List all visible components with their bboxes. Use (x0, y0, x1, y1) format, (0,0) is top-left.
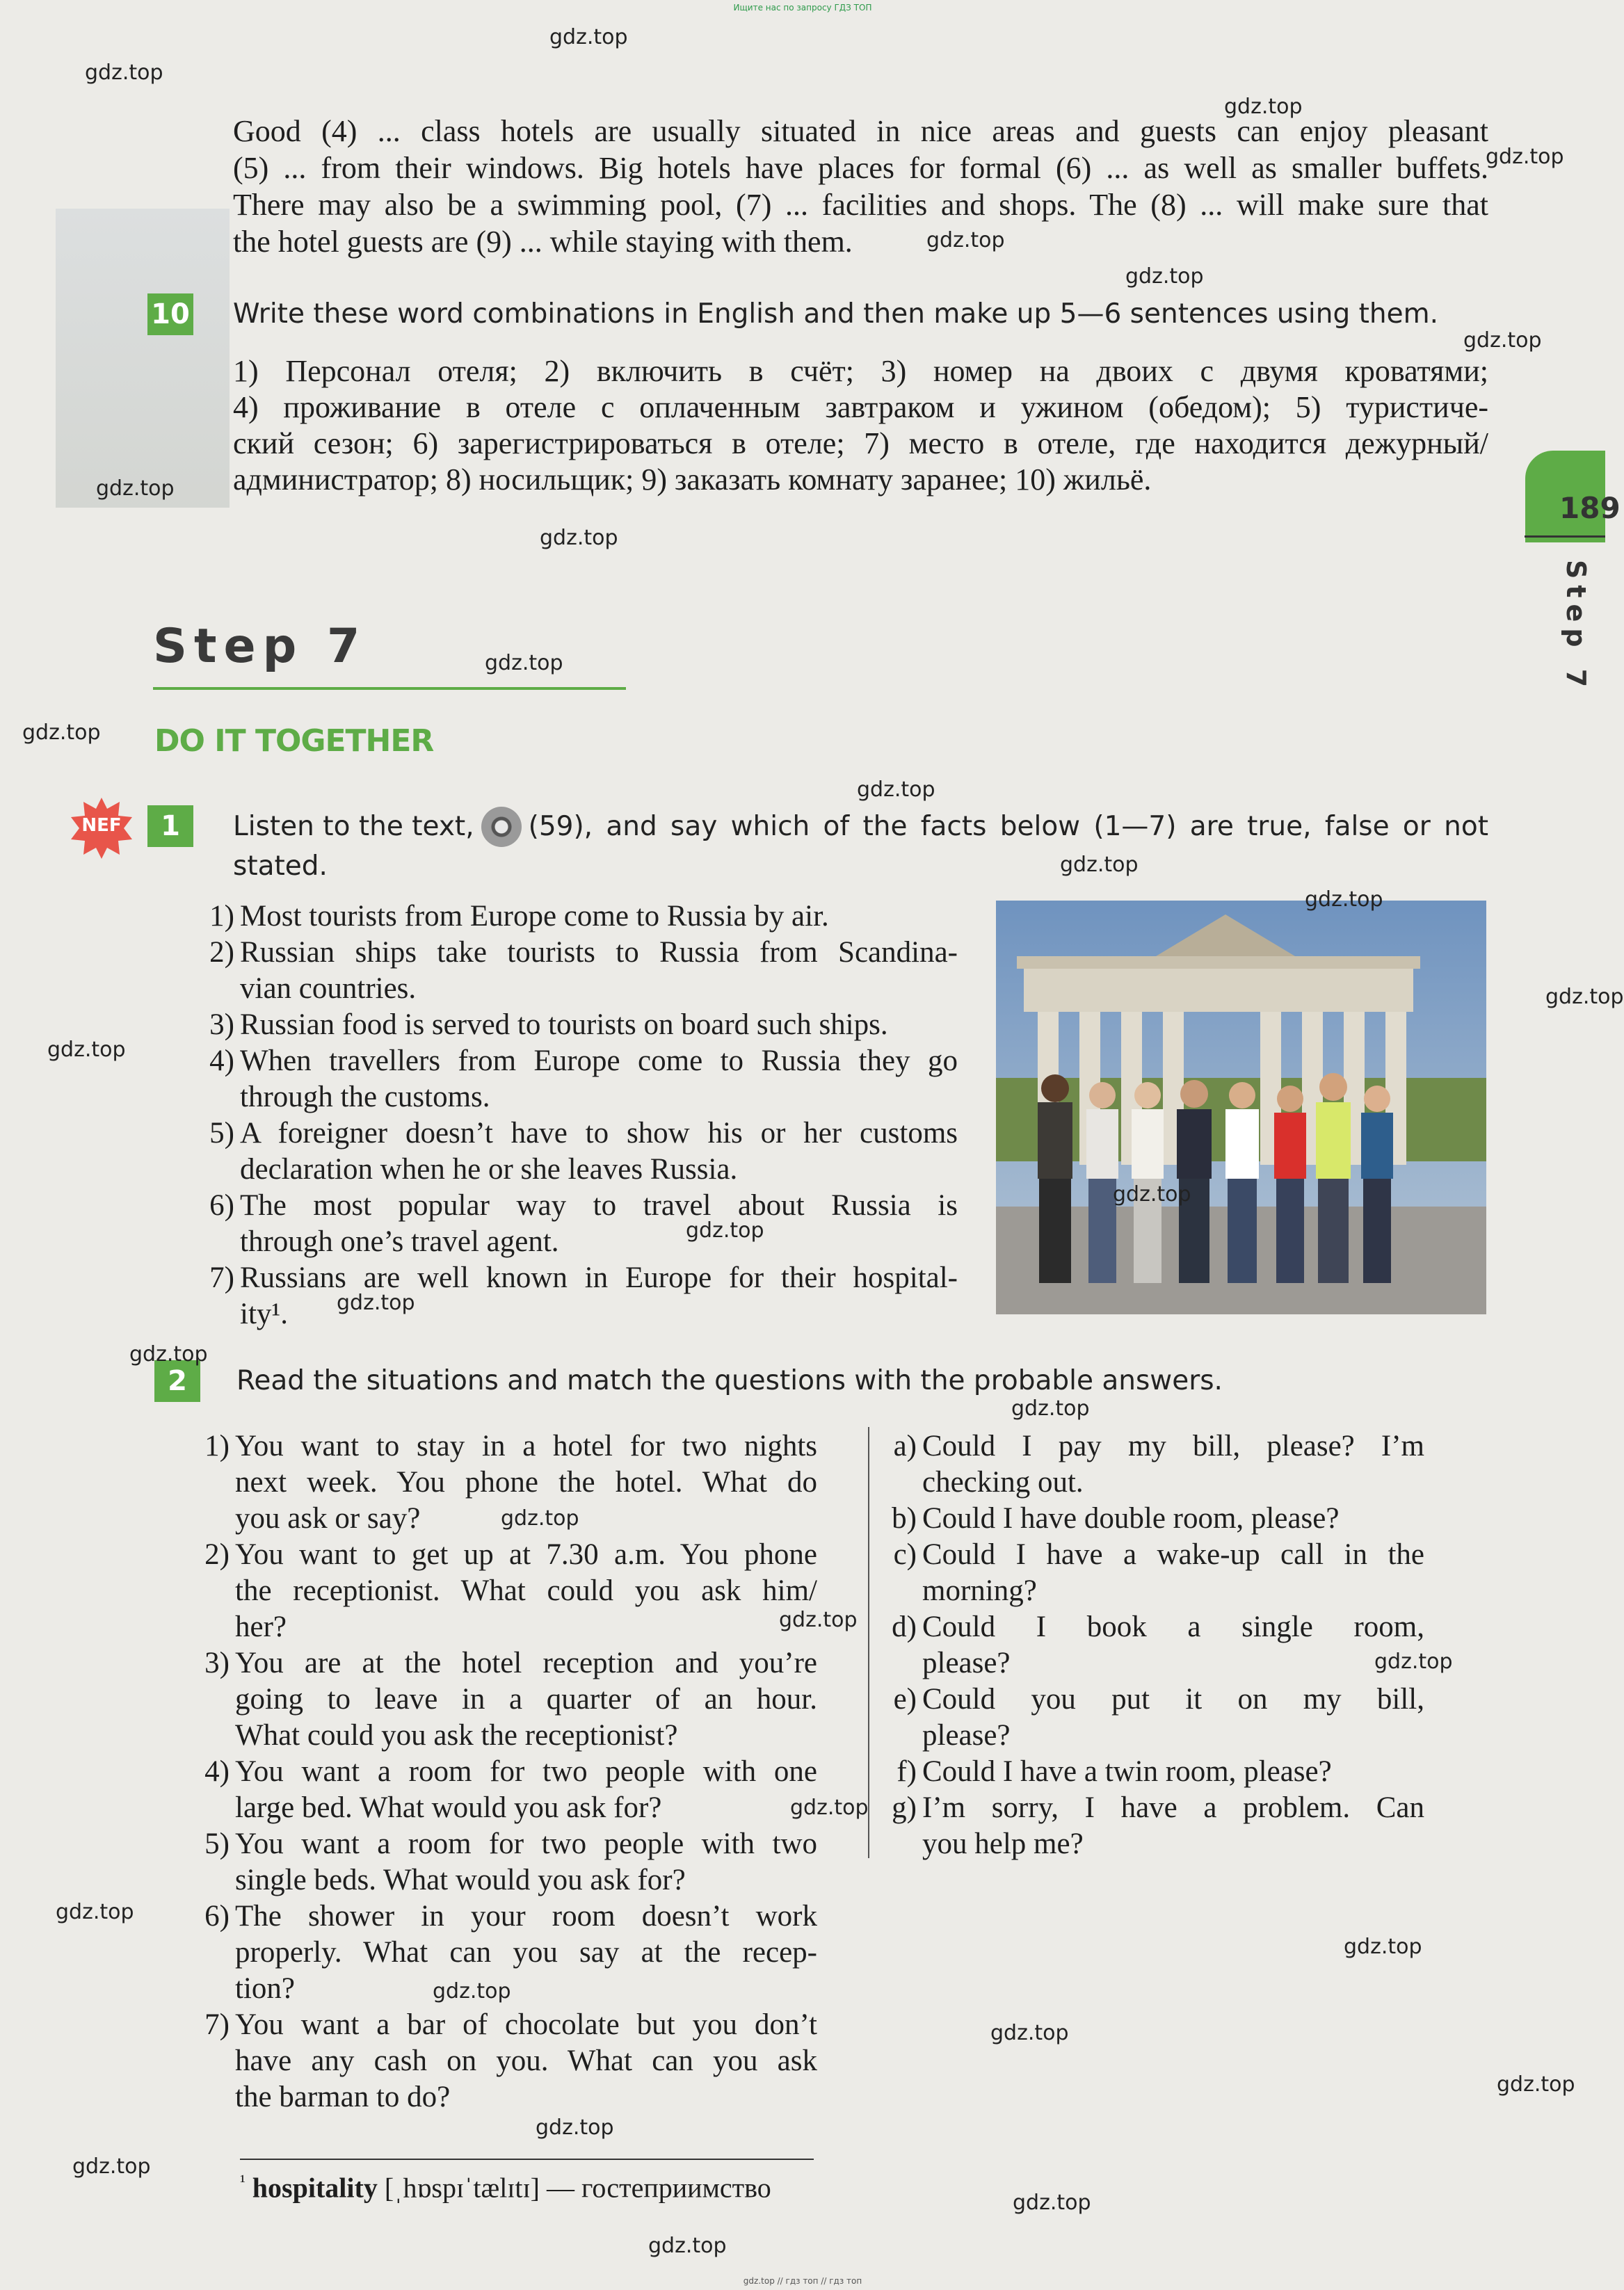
watermark: gdz.top (1125, 264, 1204, 289)
task-1-number: 1 (147, 805, 193, 847)
watermark: gdz.top (1060, 853, 1139, 877)
section-heading: DO IT TOGETHER (154, 723, 434, 759)
watermark: gdz.top (790, 1796, 869, 1820)
item-text: Russian food is served to tourists on board such ships. (240, 1008, 888, 1041)
watermark: gdz.top (129, 1342, 208, 1366)
list-item: a) Could I pay my bill, please? I’m checking out. (893, 1430, 1424, 1499)
watermark: gdz.top (72, 2154, 151, 2179)
watermark: gdz.top (1374, 1650, 1453, 1674)
intro-line: (5) ... from their windows. Big hotels have places for formal (6) ... as well as smaller buffets. (233, 151, 1488, 185)
task-1-instruction-part1: Listen to the text, (233, 811, 474, 842)
watermark: gdz.top (549, 25, 628, 49)
watermark: gdz.top (857, 777, 935, 802)
item-number: 6) (209, 1189, 234, 1222)
list-item: c) Could I have a wake-up call in the morning? (893, 1538, 1424, 1607)
footnote-rule (240, 2159, 814, 2160)
list-item (196, 898, 958, 935)
watermark: gdz.top (1463, 328, 1542, 353)
watermark: gdz.top (56, 1900, 134, 1924)
tourists-photo-illustration (996, 901, 1486, 1314)
task-10-russian-text (233, 353, 1488, 498)
list-item: 1) You want to stay in a hotel for two nights next week. You phone the hotel. What do you ask or say? (204, 1430, 817, 1535)
watermark: gdz.top (22, 720, 101, 745)
task-1-instruction-part2: (59), and say which of the facts below (1—7) are true, false or not (528, 811, 1488, 842)
footnote-term: hospitality (252, 2172, 378, 2204)
list-item: 5) You want a room for two people with two single beds. What would you ask for? (204, 1828, 817, 1896)
cd-icon (481, 807, 522, 847)
item-text: Russians are well known in Europe for their hospital- ity¹. (240, 1261, 958, 1330)
item-text: When travellers from Europe come to Russia they go through the customs. (240, 1045, 958, 1113)
list-item: 4) You want a room for two people with one large bed. What would you ask for? (204, 1755, 817, 1824)
watermark: gdz.top (1497, 2072, 1575, 2097)
list-item (196, 1260, 958, 1332)
item-number: 5) (209, 1117, 234, 1150)
list-item (196, 1043, 958, 1115)
footnote-mark: ¹ (240, 2171, 246, 2191)
watermark: gdz.top (96, 476, 175, 501)
watermark: gdz.top (433, 1979, 511, 2003)
top-banner: Ищите нас по запросу ГДЗ ТОП (733, 3, 872, 13)
watermark: gdz.top (1545, 985, 1624, 1009)
answers-list (882, 1428, 1424, 1862)
intro-line: There may also be a swimming pool, (7) ... facilities and shops. The (8) ... will make sure that (233, 188, 1488, 222)
nef-badge (70, 796, 134, 860)
item-number: 2) (209, 936, 234, 969)
list-item: d) Could I book a single room, please? (892, 1611, 1424, 1679)
item-text: A foreigner doesn’t have to show his or her customs declaration when he or she leaves Russia. (240, 1117, 958, 1186)
watermark: gdz.top (1113, 1182, 1191, 1207)
task-2-number: 2 (154, 1360, 200, 1402)
item-number: 3) (209, 1008, 234, 1041)
watermark: gdz.top (648, 2234, 727, 2258)
watermark: gdz.top (485, 651, 563, 675)
intro-line: Good (4) ... class hotels are usually situated in nice areas and guests can enjoy pleasant (233, 114, 1488, 148)
watermark: gdz.top (686, 1218, 764, 1243)
list-item: 7) You want a bar of chocolate but you don’t have any cash on you. What can you ask the barman to do? (204, 2008, 817, 2113)
list-item (196, 1188, 958, 1260)
intro-line: the hotel guests are (9) ... while staying with them. (233, 225, 853, 259)
step-underline (153, 687, 626, 690)
item-number: 4) (209, 1045, 234, 1077)
footnote-transcription: [ˌhɒspɪˈtælɪtɪ] (384, 2172, 540, 2204)
list-item (196, 935, 958, 1007)
left-faded-picture (56, 209, 230, 508)
list-item: f) Could I have a twin room, please? (897, 1755, 1332, 1788)
list-item: b) Could I have double room, please? (892, 1502, 1340, 1535)
task-1-instruction-line2: stated. (233, 850, 328, 882)
item-text: Most tourists from Europe come to Russia by air. (240, 900, 829, 933)
watermark: gdz.top (1224, 95, 1303, 119)
list-item (196, 1007, 958, 1043)
watermark: gdz.top (85, 61, 163, 85)
bottom-banner: gdz.top // гдз топ // гдз топ (743, 2276, 862, 2286)
task-10-instruction: Write these word combinations in English and then make up 5—6 sentences using them. (233, 298, 1439, 330)
task-10-line: 1) Персонал отеля; 2) включить в счёт; 3) номер на двоих с двумя кроватями; (233, 354, 1488, 388)
task-1-instruction (233, 807, 1488, 886)
nef-badge-label: NEF (81, 815, 122, 836)
watermark: gdz.top (540, 526, 618, 550)
item-text: Russian ships take tourists to Russia from Scandina- vian countries. (240, 936, 958, 1005)
watermark: gdz.top (1013, 2191, 1091, 2215)
watermark: gdz.top (1011, 1396, 1090, 1421)
situations-list (191, 1428, 817, 2115)
watermark: gdz.top (47, 1038, 126, 1062)
list-item: 2) You want to get up at 7.30 a.m. You phone the receptionist. What could you ask him/ her? (204, 1538, 817, 1643)
task-2-instruction: Read the situations and match the questions with the probable answers. (236, 1365, 1223, 1396)
list-item: e) Could you put it on my bill, please? (893, 1683, 1424, 1752)
watermark: gdz.top (501, 1506, 579, 1531)
task-1-list (196, 898, 958, 1332)
intro-paragraph (233, 113, 1488, 260)
task-10-number: 10 (147, 293, 193, 335)
footnote-definition: — гостеприимство (546, 2172, 771, 2204)
item-number: 1) (209, 900, 234, 933)
step-title: Step 7 (153, 619, 367, 674)
page-number: 189 (1559, 491, 1621, 525)
watermark: gdz.top (1344, 1935, 1422, 1959)
watermark: gdz.top (990, 2021, 1069, 2045)
task-10-line: администратор; 8) носильщик; 9) заказать комнату заранее; 10) жильё. (233, 462, 1152, 497)
column-divider (868, 1427, 869, 1858)
watermark: gdz.top (1305, 887, 1383, 912)
item-text: The most popular way to travel about Russia is through one’s travel agent. (240, 1189, 958, 1258)
watermark: gdz.top (926, 228, 1005, 252)
list-item (196, 1115, 958, 1188)
watermark: gdz.top (779, 1608, 858, 1632)
side-step-label: Step 7 (1561, 560, 1591, 694)
watermark: gdz.top (1486, 145, 1564, 169)
list-item: g) I’m sorry, I have a problem. Can you help me? (892, 1791, 1424, 1860)
watermark: gdz.top (337, 1291, 415, 1315)
task-10-line: 4) проживание в отеле с оплаченным завтраком и ужином (обедом); 5) туристиче- (233, 390, 1488, 424)
tourists-photo (996, 901, 1486, 1314)
task-10-line: ский сезон; 6) зарегистрироваться в отеле; 7) место в отеле, где находится дежурный/ (233, 426, 1488, 460)
list-item: 3) You are at the hotel reception and you’re going to leave in a quarter of an hour. What could you ask the receptionist? (204, 1647, 817, 1752)
page-tab-rule (1525, 535, 1605, 538)
list-item: 6) The shower in your room doesn’t work properly. What can you say at the recep- tion? (204, 1900, 817, 2005)
watermark: gdz.top (536, 2115, 614, 2140)
item-number: 7) (209, 1261, 234, 1294)
